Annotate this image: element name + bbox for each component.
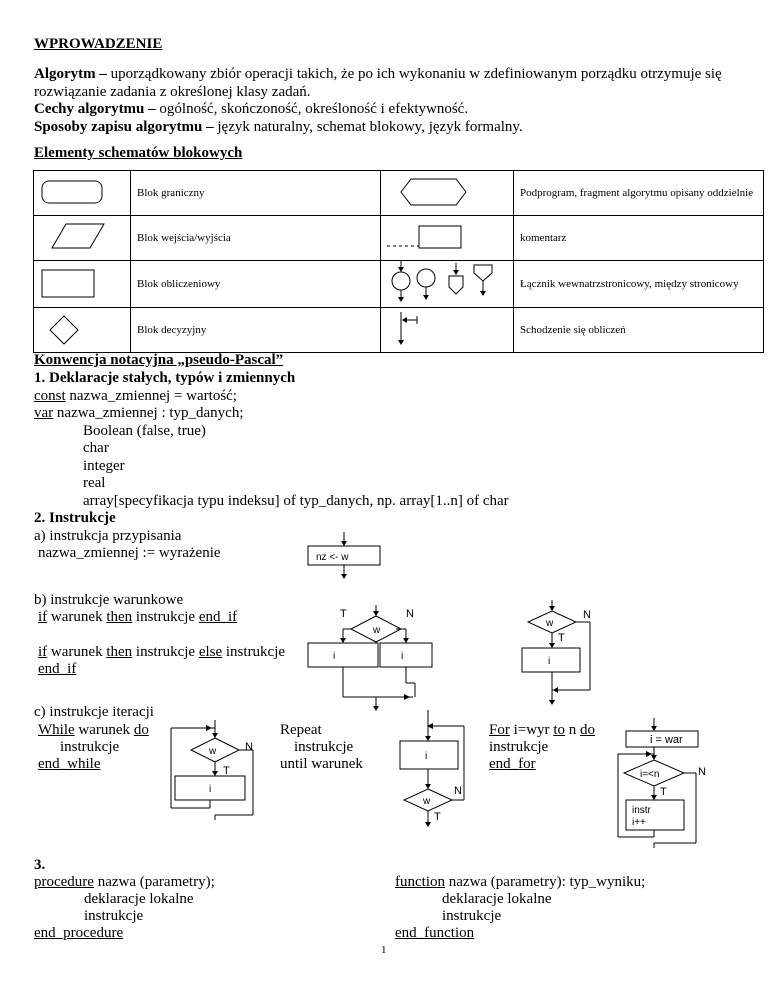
kw-end-while: end_while <box>38 756 101 772</box>
kw-if: if <box>38 644 48 660</box>
table-cell-label: Schodzenie się obliczeń <box>514 308 764 353</box>
table-row <box>34 261 764 308</box>
while-flowchart <box>165 720 265 820</box>
block-elements-table <box>33 170 764 353</box>
kw-procedure: procedure <box>34 874 94 890</box>
page-number: 1 <box>381 944 387 956</box>
assignment-label: a) instrukcja przypisania <box>34 528 182 544</box>
for-init: i = war <box>650 734 683 746</box>
const-rest: nazwa_zmiennej = wartość; <box>65 388 237 404</box>
if-then-flowchart <box>510 600 630 710</box>
for-cond: i=<n <box>640 769 660 780</box>
term-algorytm: Algorytm – <box>34 66 107 82</box>
while-line <box>38 722 149 739</box>
kw-end-procedure: end_procedure <box>34 925 124 941</box>
function-body: instrukcje <box>442 908 502 924</box>
term-sposoby: Sposoby zapisu algorytmu – <box>34 118 214 135</box>
def-algorytm-cont: rozwiązanie zadania z określonej klasy zadań. <box>34 83 311 100</box>
iteration-label: c) instrukcje iteracji <box>34 704 154 720</box>
def-sposoby: język naturalny, schemat blokowy, język formalny. <box>213 118 523 135</box>
kw-end-for: end_for <box>489 756 536 772</box>
var-rest: nazwa_zmiennej : typ_danych; <box>53 405 244 421</box>
merge-symbol <box>381 308 514 353</box>
elements-heading: Elementy schematów blokowych <box>34 145 243 161</box>
convention-heading: Konwencja notacyjna „pseudo-Pascal” <box>34 352 284 368</box>
false-label: N <box>698 766 706 778</box>
table-cell-label: Blok obliczeniowy <box>131 261 381 308</box>
if-then-line <box>38 609 237 626</box>
assignment-box-text: nz <- w <box>316 552 349 563</box>
for-instr: instr <box>632 805 651 816</box>
conditional-label: b) instrukcje warunkowe <box>34 592 184 608</box>
true-label: T <box>558 632 565 644</box>
connector-symbols <box>381 261 514 308</box>
if-else-flowchart <box>300 605 450 715</box>
code-text: instrukcje <box>222 644 286 660</box>
code-text: instrukcje <box>132 644 199 660</box>
kw-then: then <box>106 644 133 660</box>
code-text: warunek <box>47 644 107 660</box>
true-label: T <box>223 765 230 777</box>
type-item: integer <box>83 458 125 474</box>
const-keyword: const <box>34 388 66 404</box>
then-block: i <box>333 651 336 662</box>
decision-block-symbol <box>34 308 131 353</box>
const-line <box>34 388 237 405</box>
for-flowchart <box>612 718 722 848</box>
type-item: array[specyfikacja typu indeksu] of typ_danych, np. array[1..n] of char <box>83 493 509 509</box>
table-row <box>34 171 764 216</box>
kw-end-if: end_if <box>38 661 77 677</box>
code-text: i=wyr <box>509 722 554 738</box>
assignment-flowchart <box>300 530 410 580</box>
table-cell-label: Podprogram, fragment algorytmu opisany oddzielnie <box>514 171 764 216</box>
for-line <box>489 722 595 739</box>
intro-definitions <box>34 66 744 136</box>
false-label: N <box>583 609 591 621</box>
repeat-body: instrukcje <box>294 739 354 755</box>
def-algorytm: uporządkowany zbiór operacji takich, że po ich wykonaniu w zdefiniowanym porządku otrzymuje się <box>106 66 722 82</box>
var-keyword: var <box>34 405 54 421</box>
terminal-block-symbol <box>34 171 131 216</box>
kw-then: then <box>106 609 133 625</box>
while-body: instrukcje <box>60 739 120 755</box>
kw-end-function: end_function <box>395 925 475 941</box>
cond-label: w <box>546 618 554 629</box>
code-text: nazwa (parametry): typ_wyniku; <box>445 874 646 890</box>
code-text: n <box>564 722 580 738</box>
kw-do: do <box>579 722 595 738</box>
page-title: WPROWADZENIE <box>34 36 163 52</box>
code-text: warunek <box>307 756 363 772</box>
code-text: warunek <box>74 722 134 738</box>
def-cechy: ogólność, skończoność, określoność i efektywność. <box>155 101 469 117</box>
type-item: real <box>83 475 106 491</box>
kw-if: if <box>38 609 48 625</box>
kw-else: else <box>198 644 223 660</box>
false-label: N <box>454 785 462 797</box>
table-cell-label: Łącznik wewnatrzstronicowy, między stronicowy <box>514 261 764 308</box>
kw-to: to <box>553 722 565 738</box>
var-line <box>34 405 244 422</box>
procedure-decl: deklaracje lokalne <box>84 891 194 907</box>
section-instructions: 2. Instrukcje <box>34 510 116 526</box>
kw-until: until <box>280 756 308 772</box>
loop-body: i <box>425 751 428 762</box>
until-line <box>280 756 363 773</box>
if-else-line <box>38 644 285 661</box>
io-block-symbol <box>34 216 131 261</box>
cond-label: w <box>373 625 381 636</box>
cond-label: w <box>209 746 217 757</box>
code-text: instrukcje <box>132 609 199 625</box>
table-cell-label: Blok decyzyjny <box>131 308 381 353</box>
kw-for: For <box>489 722 510 738</box>
else-block: i <box>401 651 404 662</box>
repeat-kw: Repeat <box>280 722 322 738</box>
for-inc: i++ <box>632 817 646 828</box>
cond-label: w <box>423 796 431 807</box>
table-row <box>34 216 764 261</box>
loop-body: i <box>209 784 212 795</box>
term-cechy: Cechy algorytmu – <box>34 101 156 117</box>
table-cell-label: Blok wejścia/wyjścia <box>131 216 381 261</box>
function-line <box>395 874 645 891</box>
code-text: warunek <box>47 609 107 625</box>
repeat-flowchart <box>390 710 490 830</box>
process-block-symbol <box>34 261 131 308</box>
true-label: T <box>660 786 667 798</box>
comment-block-symbol <box>381 216 514 261</box>
code-text: nazwa (parametry); <box>93 874 215 890</box>
kw-end-if: end_if <box>198 609 238 625</box>
false-label: N <box>406 608 414 620</box>
procedure-body: instrukcje <box>84 908 144 924</box>
section-subprograms: 3. <box>34 857 46 873</box>
true-label: T <box>434 811 441 823</box>
section-declarations: 1. Deklaracje stałych, typów i zmiennych <box>34 370 296 386</box>
false-label: N <box>245 741 253 753</box>
type-item: char <box>83 440 109 456</box>
procedure-line <box>34 874 215 891</box>
assignment-code: nazwa_zmiennej := wyrażenie <box>38 545 221 561</box>
kw-function: function <box>395 874 445 890</box>
for-body: instrukcje <box>489 739 549 755</box>
table-row <box>34 308 764 353</box>
subprogram-block-symbol <box>381 171 514 216</box>
then-block: i <box>548 656 551 667</box>
type-item: Boolean (false, true) <box>83 423 206 439</box>
table-cell-label: Blok graniczny <box>131 171 381 216</box>
kw-while: While <box>38 722 75 738</box>
true-label: T <box>340 608 347 620</box>
table-cell-label: komentarz <box>514 216 764 261</box>
kw-do: do <box>133 722 149 738</box>
function-decl: deklaracje lokalne <box>442 891 552 907</box>
